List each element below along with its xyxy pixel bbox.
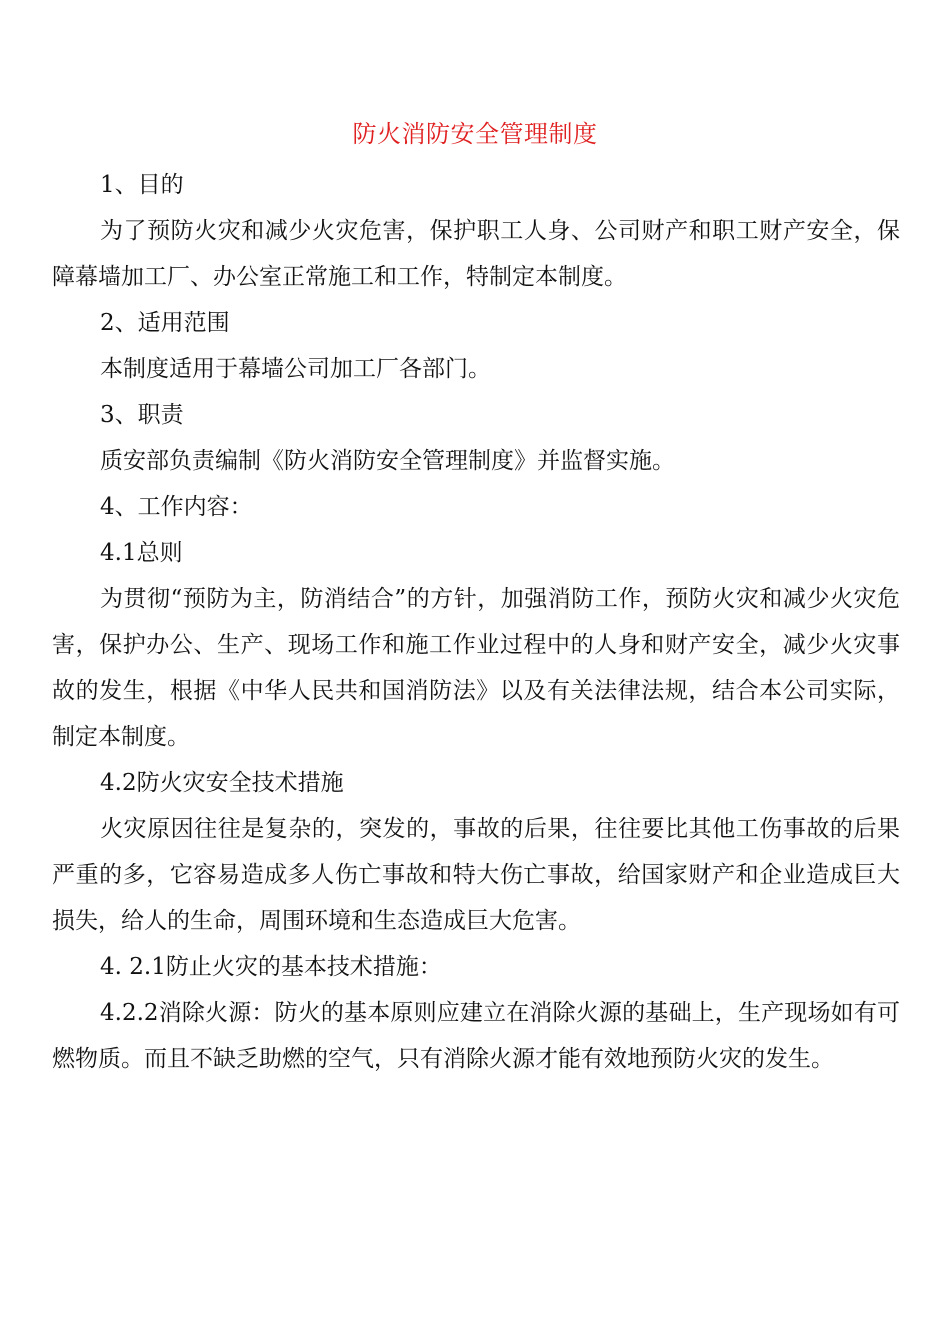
paragraph-fire-causes: 火灾原因往往是复杂的，突发的，事故的后果，往往要比其他工伤事故的后果严重的多，它容易造成多人伤亡事故和特大伤亡事故，给国家财产和企业造成巨大损失，给人的生命，周围环境和生态造成巨大危害。 — [52, 816, 900, 934]
document-title: 防火消防安全管理制度 — [352, 120, 598, 148]
subsection-heading-technical-measures: 4.2防火灾安全技术措施 — [100, 770, 344, 796]
subsection-heading-basic-measures: 4. 2.1防止火灾的基本技术措施： — [100, 954, 442, 980]
document-body — [52, 162, 900, 1082]
subsection-heading-general: 4.1总则 — [100, 540, 183, 566]
paragraph-general: 为贯彻“预防为主，防消结合”的方针，加强消防工作，预防火灾和减少火灾危害，保护办公、生产、现场工作和施工作业过程中的人身和财产安全，减少火灾事故的发生，根据《中华人民共和国消防法》以及有关法律法规，结合本公司实际，制定本制度。 — [52, 586, 900, 750]
section-heading-scope: 2、适用范围 — [100, 310, 230, 336]
paragraph-eliminate-ignition: 4.2.2消除火源：防火的基本原则应建立在消除火源的基础上，生产现场如有可燃物质。而且不缺乏助燃的空气，只有消除火源才能有效地预防火灾的发生。 — [52, 1000, 900, 1072]
section-heading-purpose: 1、目的 — [100, 172, 184, 198]
section-heading-responsibility: 3、职责 — [100, 402, 184, 428]
section-heading-work-content: 4、工作内容： — [100, 494, 253, 520]
paragraph-scope: 本制度适用于幕墙公司加工厂各部门。 — [100, 356, 491, 382]
paragraph-purpose: 为了预防火灾和减少火灾危害，保护职工人身、公司财产和职工财产安全，保障幕墙加工厂、办公室正常施工和工作，特制定本制度。 — [52, 218, 900, 290]
paragraph-responsibility: 质安部负责编制《防火消防安全管理制度》并监督实施。 — [100, 448, 675, 474]
